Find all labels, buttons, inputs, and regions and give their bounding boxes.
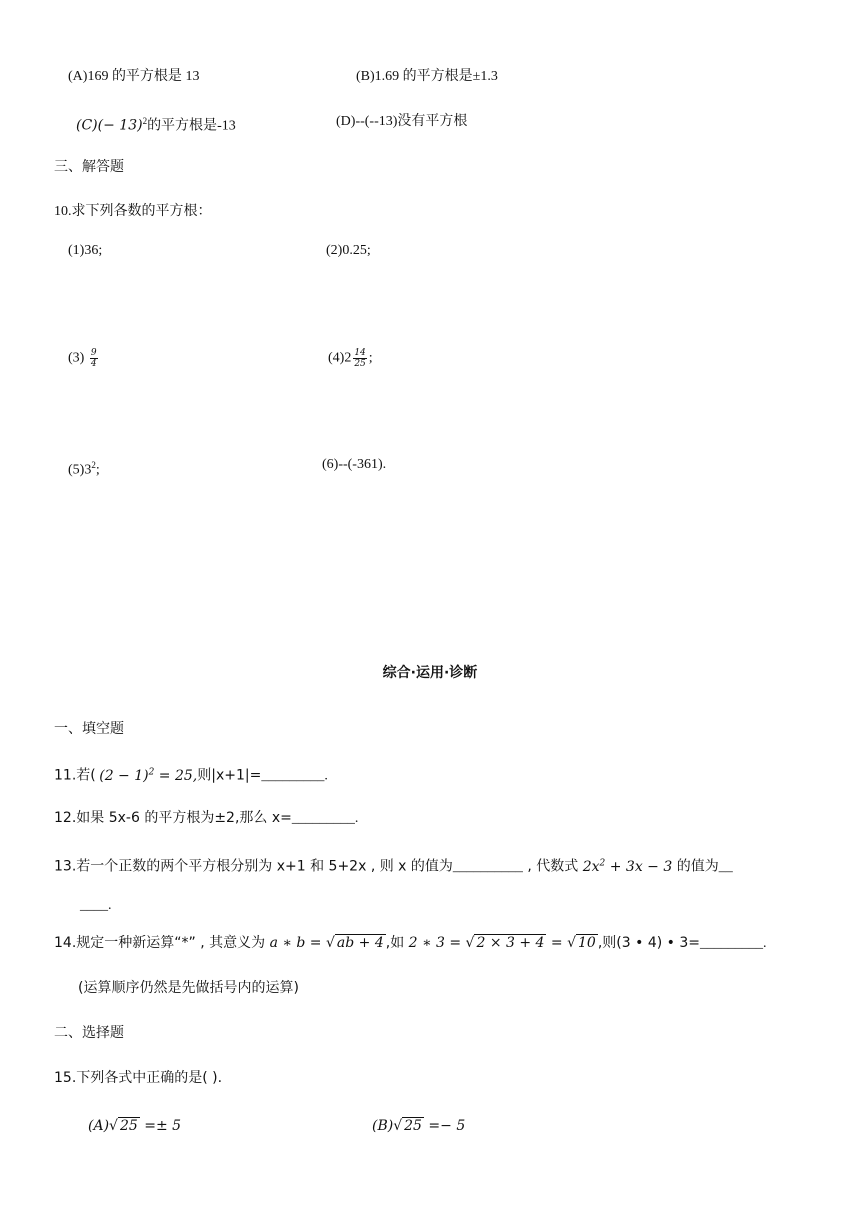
option-value: 13 — [185, 69, 200, 84]
question-text: 的值为 — [676, 858, 719, 875]
section-heading: 综合·运用·诊断 — [382, 665, 478, 681]
example-part: 2 ∗ 3 = √ — [408, 935, 475, 951]
option-expression: (− 13) — [97, 117, 143, 134]
punctuation: . — [324, 768, 328, 784]
option-text: 的平方根是 — [111, 68, 182, 84]
q10-part-1: (1)36; — [68, 243, 103, 258]
expr-var: x — [591, 858, 600, 875]
def-part: ∗ — [277, 935, 297, 951]
q10-part-5 — [68, 455, 100, 481]
option-value: -13 — [217, 118, 236, 134]
q9-option-c — [76, 111, 236, 137]
q14-note: (运算顺序仍然是先做括号内的运算) — [78, 980, 299, 996]
example-part: = √ — [546, 935, 577, 951]
radicand: 2 × 3 + 4 — [476, 935, 545, 951]
radicand: 10 — [578, 935, 596, 951]
q10-part-2: (2)0.25; — [326, 243, 371, 258]
numerator: 14 — [354, 348, 366, 358]
q10-stem — [54, 201, 212, 222]
punctuation: ; — [368, 350, 373, 366]
option-text: 的平方根是 — [402, 68, 473, 84]
option-rhs: =± 5 — [139, 1118, 182, 1134]
def-part: b — [296, 935, 306, 951]
denominator: 25 — [354, 359, 366, 369]
eq-part: = 25, — [154, 767, 198, 784]
q10-part-6: (6)--(-361). — [322, 457, 387, 472]
option-label: (C) — [76, 117, 98, 134]
q14 — [54, 933, 767, 954]
option-label: (B) — [356, 69, 375, 84]
section-title-answer: 三、解答题 — [54, 159, 124, 175]
exponent: 2 — [91, 460, 96, 470]
option-text: 的平方根是 — [147, 117, 218, 134]
eq-part: (2 — [99, 767, 114, 784]
option-text: 没有平方根 — [397, 113, 468, 129]
question-text: 则|x+1|= — [197, 767, 262, 784]
denominator: 4 — [90, 359, 97, 369]
option-label: (A) — [88, 1118, 110, 1134]
radicand: 25 — [119, 1118, 138, 1134]
option-number: 169 — [87, 69, 109, 84]
answer-blank: _________ — [291, 811, 355, 826]
expr-part: 2 — [582, 858, 592, 875]
q10-part-3 — [68, 348, 100, 369]
q15-option-a: (A)√ 25 =± 5 — [88, 1118, 182, 1134]
exponent: 2 — [142, 116, 148, 126]
question-text: , 其意义为 — [195, 935, 270, 951]
answer-blank: ____ — [80, 898, 108, 913]
radicand: ab + 4 — [336, 935, 384, 951]
q13-continuation — [80, 896, 112, 916]
q9-option-b — [356, 66, 498, 87]
numerator: 9 — [90, 348, 97, 358]
fraction — [353, 348, 366, 369]
option-label: (A) — [68, 69, 88, 84]
question-text: ,则(3 • 4) • 3= — [597, 935, 700, 951]
punctuation: . — [763, 936, 767, 951]
option-value: ±1.3 — [472, 69, 498, 84]
part-label: (5)3 — [68, 462, 92, 478]
question-text: , 代数式 — [522, 858, 583, 875]
eq-part: − 1) — [113, 767, 149, 784]
punctuation: . — [354, 811, 359, 826]
q11 — [54, 762, 328, 787]
q10-part-4 — [328, 348, 373, 369]
expr-var: x — [634, 858, 643, 875]
q9-option-a — [68, 66, 199, 87]
section-title-choice: 二、选择题 — [54, 1025, 124, 1041]
option-expression: --(--13) — [355, 114, 398, 129]
def-part: a — [269, 935, 278, 951]
question-text: 13.若一个正数的两个平方根分别为 x+1 和 5+2x , 则 x 的值为 — [54, 858, 453, 875]
question-text: ,如 — [385, 935, 409, 951]
fraction — [90, 348, 98, 369]
option-number: 1.69 — [374, 69, 400, 84]
answer-blank: __ — [718, 859, 733, 875]
definition — [270, 934, 386, 951]
q13 — [54, 853, 733, 878]
option-label: (B) — [372, 1118, 394, 1134]
expr-part: + 3 — [605, 858, 635, 875]
example — [409, 934, 598, 951]
question-number: 10. — [54, 204, 72, 219]
def-part: = √ — [305, 935, 335, 951]
question-text: 求下列各数的平方根： — [71, 203, 212, 219]
expr-part: − 3 — [642, 858, 677, 875]
q15-stem: 15.下列各式中正确的是( ). — [54, 1070, 223, 1086]
q12 — [54, 808, 358, 829]
punctuation: ; — [95, 462, 100, 478]
equation — [99, 768, 197, 784]
part-label: (4)2 — [328, 350, 352, 366]
option-label: (D) — [336, 114, 356, 129]
radicand: 25 — [404, 1118, 422, 1134]
question-text: 14.规定一种新运算“*” — [54, 935, 196, 951]
section-title-fill-in: 一、填空题 — [54, 721, 124, 737]
question-text: 11.若( — [54, 767, 96, 784]
part-label: (3) — [68, 350, 85, 366]
answer-blank: __________ — [452, 859, 523, 875]
answer-blank: _________ — [261, 768, 325, 784]
exponent: 2 — [599, 858, 606, 868]
q15-option-b: (B)√ 25 =− 5 — [372, 1118, 466, 1134]
exponent: 2 — [148, 767, 155, 777]
punctuation: . — [108, 898, 112, 913]
answer-blank: _________ — [700, 936, 763, 951]
question-text: 12.如果 5x-6 的平方根为±2,那么 x= — [54, 810, 292, 826]
expression — [583, 859, 677, 875]
q9-option-d — [336, 111, 467, 132]
option-rhs: =− 5 — [423, 1118, 466, 1134]
